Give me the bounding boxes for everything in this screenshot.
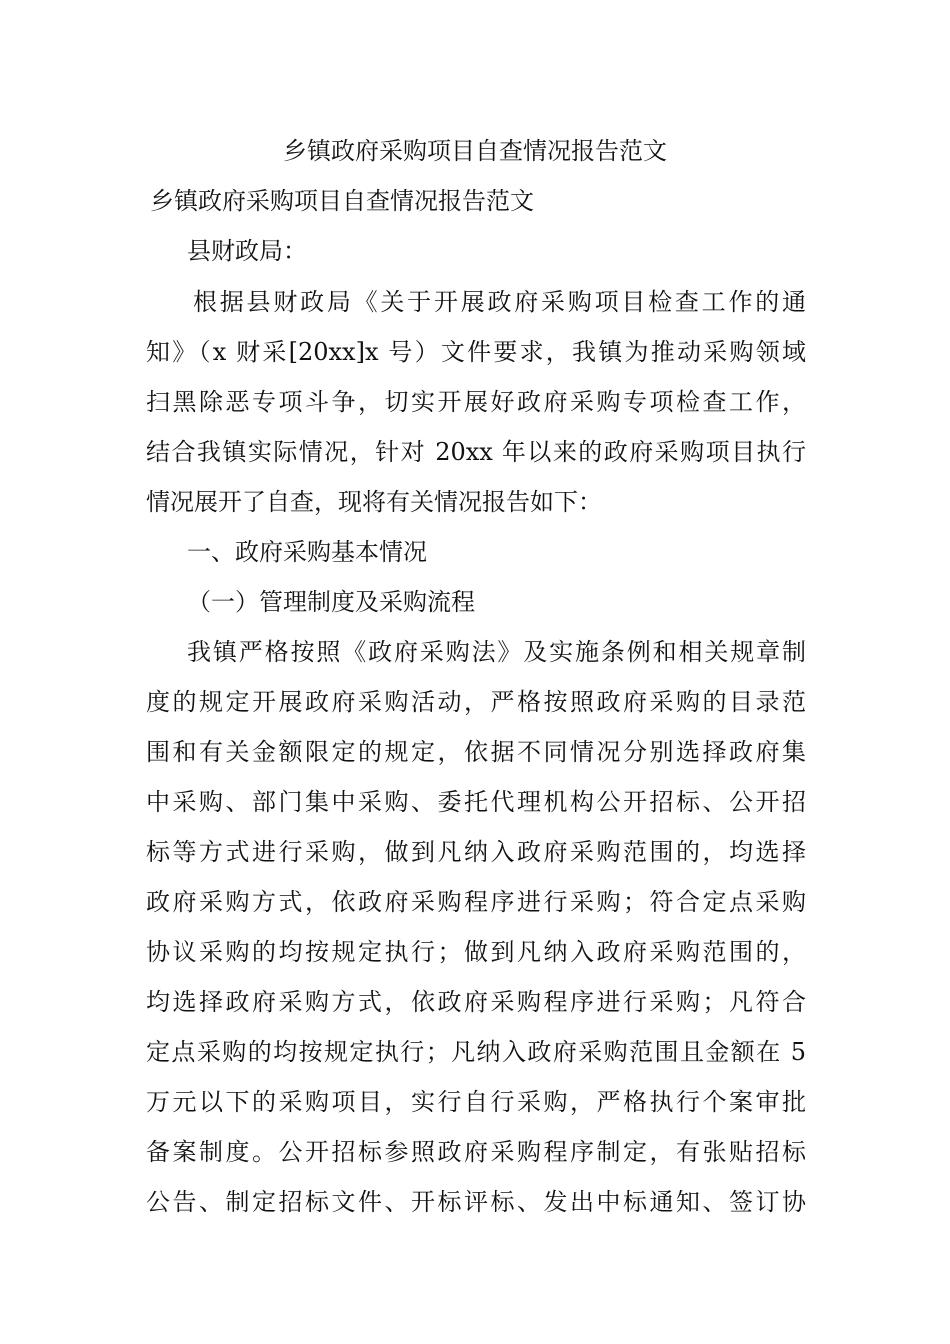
document-subtitle: 乡镇政府采购项目自查情况报告范文	[150, 187, 534, 215]
body-line: 均选择政府采购方式，依政府采购程序进行采购；凡符合	[146, 988, 806, 1016]
body-line: 根据县财政局《关于开展政府采购项目检查工作的通	[193, 288, 806, 316]
body-line: 定点采购的均按规定执行；凡纳入政府采购范围且金额在 5	[146, 1038, 806, 1066]
subsection-heading: （一）管理制度及采购流程	[187, 588, 475, 616]
body-line: 情况展开了自查，现将有关情况报告如下：	[146, 488, 602, 516]
document-title: 乡镇政府采购项目自查情况报告范文	[283, 137, 667, 165]
body-line: 中采购、部门集中采购、委托代理机构公开招标、公开招	[146, 788, 806, 816]
body-line: 我镇严格按照《政府采购法》及实施条例和相关规章制	[187, 638, 806, 666]
section-heading: 一、政府采购基本情况	[187, 538, 427, 566]
body-line: 协议采购的均按规定执行；做到凡纳入政府采购范围的，	[146, 938, 806, 966]
body-line: 标等方式进行采购，做到凡纳入政府采购范围的，均选择	[146, 838, 806, 866]
body-line: 备案制度。公开招标参照政府采购程序制定，有张贴招标	[146, 1138, 806, 1166]
body-line: 万元以下的采购项目，实行自行采购，严格执行个案审批	[146, 1088, 806, 1116]
salutation: 县财政局：	[187, 237, 307, 265]
body-line: 结合我镇实际情况，针对 20xx 年以来的政府采购项目执行	[146, 438, 806, 466]
body-line: 围和有关金额限定的规定，依据不同情况分别选择政府集	[146, 738, 806, 766]
body-line: 公告、制定招标文件、开标评标、发出中标通知、签订协	[146, 1188, 806, 1216]
body-line: 知》（x 财采[20xx]x 号）文件要求，我镇为推动采购领域	[146, 338, 806, 366]
body-line: 扫黑除恶专项斗争，切实开展好政府采购专项检查工作，	[146, 388, 806, 416]
body-line: 政府采购方式，依政府采购程序进行采购；符合定点采购	[146, 888, 806, 916]
body-line: 度的规定开展政府采购活动，严格按照政府采购的目录范	[146, 688, 806, 716]
